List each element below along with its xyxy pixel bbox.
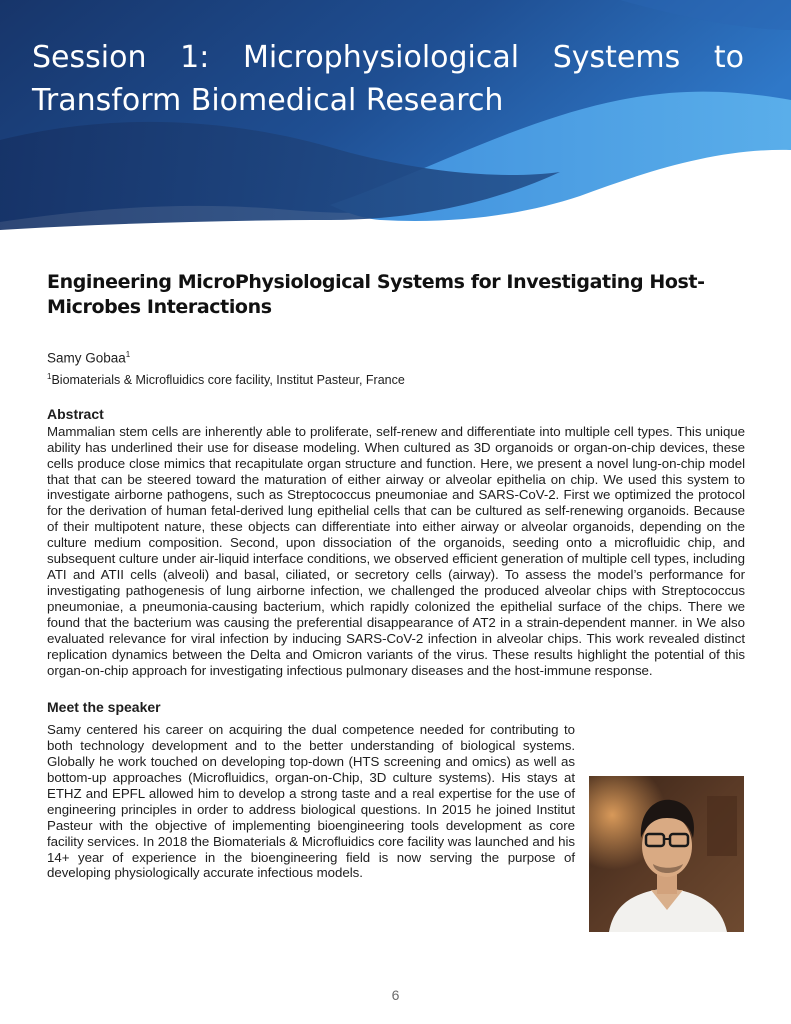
author-superscript: 1 bbox=[125, 350, 131, 359]
affiliation bbox=[47, 369, 745, 388]
session-title: Session 1: Microphysiological Systems to Transform Biomedical Research bbox=[32, 40, 744, 118]
abstract-body: Mammalian stem cells are inherently able to proliferate, self-renew and differentiate into multiple cell types. This unique ability has underlined their use for disease modeling. When cultured as 3D organoids or organ-on-chip devices, these cells produce close mimics that recapitulate organ structure and function. Here, we present a novel lung-on-chip model that that can be steered toward the maturation of either airway or alveolar epithelia on chip. We used this system to investigate airborne pathogens, such as Streptococcus pneumoniae and SARS-CoV-2. First we optimized the protocol for the derivation of human fetal-derived lung epithelial cells that can be cultured as self-renewing organoids. Because of their multipotent nature, these objects can differentiate into either airway or alveolar organoids, depending on the culture medium composition. Second, upon dissociation of the organoids, seeding onto a microfluidic chip, and subsequent culture under air-liquid interface conditions, we observed efficient generation of multiple cell types, including ATI and ATII cells (alveoli) and basal, ciliated, or secretory cells (airway). To assess the model’s performance for investigating pathogenesis of lung airborne infection, we challenged the produced alveolar chips with Streptococcus pneumoniae, a pneumonia-causing bacterium, which rapidly colonized the epithelial surface of the chips. There we found that the bacterium was causing the preferential disappearance of AT2 in a strain-dependent manner. in We also evaluated relevance for viral infection by inducing SARS-CoV-2 infection in alveolar chips. This work revealed distinct replication dynamics between the Delta and Omicron variants of the virus. These results highlight the potential of this organ-on-chip approach for investigating infectious pulmonary diseases and the host-immune response. bbox=[47, 423, 745, 678]
speaker-bio: Samy centered his career on acquiring the dual competence needed for contributing to both technology development and to the better understanding of biological systems. Globally he work touched on developing top-down (HTS screening and omics) as well as bottom-up approaches (Microfluidics, organ-on-Chip, 3D culture systems). His stays at ETHZ and EPFL allowed him to develop a strong taste and a real expertise for the use of engineering principles in order to address biological questions. In 2015 he joined Institut Pasteur with the objective of implementing bioengineering tools development as core facility services. In 2018 the Biomaterials & Microfluidics core facility was launched and his 14+ year of experience in the bioengineering field is now serving the purpose of developing physiologically accurate infectious models. bbox=[47, 721, 575, 881]
affiliation-superscript: 1 bbox=[47, 371, 52, 381]
speaker-photo bbox=[589, 776, 744, 932]
author-name: Samy Gobaa bbox=[47, 350, 126, 366]
abstract-heading: Abstract bbox=[47, 405, 104, 422]
article-title: Engineering MicroPhysiological Systems for Investigating Host-Microbes Interactions bbox=[47, 271, 705, 318]
affiliation-text: Biomaterials & Microfluidics core facility, Institut Pasteur, France bbox=[51, 372, 405, 387]
author bbox=[47, 347, 745, 367]
speaker-heading: Meet the speaker bbox=[47, 698, 161, 715]
page-number: 6 bbox=[391, 987, 400, 1003]
